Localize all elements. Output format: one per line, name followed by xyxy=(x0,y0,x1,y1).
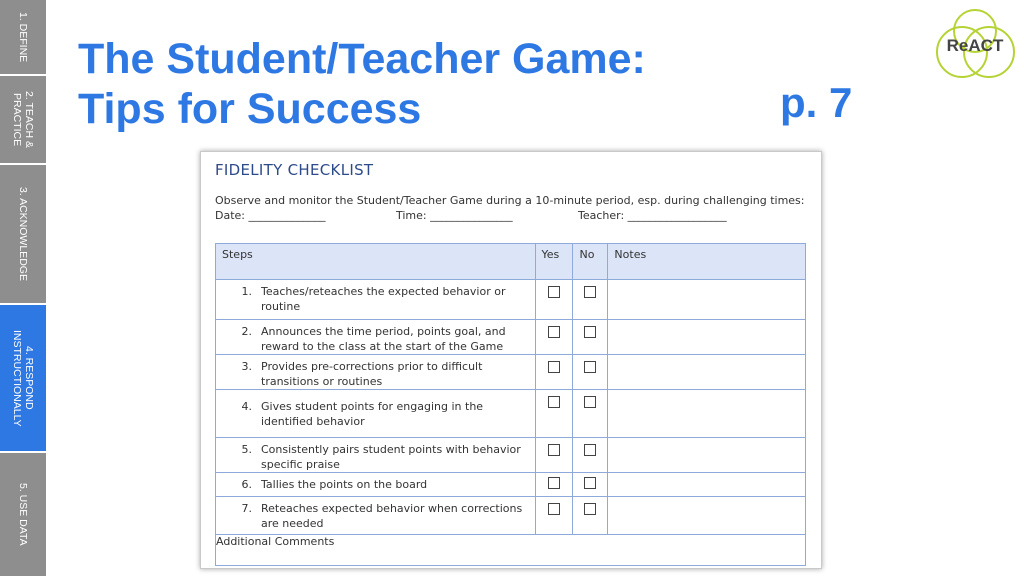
no-checkbox[interactable] xyxy=(584,503,596,515)
no-checkbox[interactable] xyxy=(584,444,596,456)
step-text: Gives student points for engaging in the identified behavior xyxy=(261,400,484,428)
step-number: 7. xyxy=(241,502,252,515)
nav-tab-acknowledge[interactable] xyxy=(0,165,46,305)
page-reference: p. 7 xyxy=(780,79,853,126)
no-checkbox[interactable] xyxy=(584,361,596,373)
yes-checkbox[interactable] xyxy=(548,503,560,515)
no-checkbox[interactable] xyxy=(584,326,596,338)
nav-tab-label: 5. USE DATA xyxy=(17,483,29,546)
step-text: Consistently pairs student points with behavior specific praise xyxy=(261,443,521,471)
step-number: 5. xyxy=(241,443,252,456)
yes-checkbox[interactable] xyxy=(548,477,560,489)
additional-comments-field[interactable] xyxy=(216,535,806,566)
nav-tab-teach-practice[interactable] xyxy=(0,76,46,165)
checklist-instructions: Observe and monitor the Student/Teacher Game during a 10-minute period, esp. during challenging times: xyxy=(215,194,805,207)
date-field: Date: ______________ xyxy=(215,209,326,222)
notes-cell[interactable] xyxy=(608,497,806,535)
notes-cell[interactable] xyxy=(608,390,806,438)
column-header-notes: Notes xyxy=(608,244,806,280)
step-text: Provides pre-corrections prior to difficult transitions or routines xyxy=(261,360,483,388)
table-row xyxy=(216,355,806,390)
react-logo xyxy=(934,8,1016,82)
additional-comments-label: Additional Comments xyxy=(216,535,335,548)
column-header-no: No xyxy=(573,244,608,280)
time-field: Time: _______________ xyxy=(396,209,513,222)
yes-checkbox[interactable] xyxy=(548,444,560,456)
step-text: Tallies the points on the board xyxy=(261,478,428,491)
notes-cell[interactable] xyxy=(608,280,806,320)
column-header-steps: Steps xyxy=(216,244,536,280)
notes-cell[interactable] xyxy=(608,320,806,355)
table-row xyxy=(216,438,806,473)
yes-checkbox[interactable] xyxy=(548,361,560,373)
step-number: 4. xyxy=(241,400,252,413)
checklist-table xyxy=(215,243,806,566)
fidelity-checklist-image xyxy=(200,151,822,569)
table-row xyxy=(216,497,806,535)
yes-checkbox[interactable] xyxy=(548,326,560,338)
notes-cell[interactable] xyxy=(608,473,806,497)
comments-row xyxy=(216,535,806,566)
nav-tab-use-data[interactable] xyxy=(0,453,46,576)
logo-text: ReACT xyxy=(946,36,1004,55)
teacher-field: Teacher: __________________ xyxy=(578,209,727,222)
step-text: Reteaches expected behavior when corrections are needed xyxy=(261,502,523,530)
step-text: Announces the time period, points goal, and reward to the class at the start of the Game xyxy=(261,325,506,353)
table-row xyxy=(216,280,806,320)
yes-checkbox[interactable] xyxy=(548,396,560,408)
nav-tab-label: 2. TEACH & PRACTICE xyxy=(11,91,35,148)
table-row xyxy=(216,320,806,355)
step-text: Teaches/reteaches the expected behavior or routine xyxy=(261,285,506,313)
slide-title-line2: Tips for Success xyxy=(78,85,422,133)
step-number: 6. xyxy=(241,478,252,491)
step-number: 2. xyxy=(241,325,252,338)
nav-tab-define[interactable] xyxy=(0,0,46,76)
notes-cell[interactable] xyxy=(608,355,806,390)
nav-tab-label: 4. RESPOND INSTRUCTIONALLY xyxy=(11,329,35,427)
checklist-title: FIDELITY CHECKLIST xyxy=(215,161,374,179)
column-header-yes: Yes xyxy=(535,244,573,280)
slide-title xyxy=(78,34,646,134)
step-number: 1. xyxy=(241,285,252,298)
nav-tab-label: 1. DEFINE xyxy=(17,11,29,63)
notes-cell[interactable] xyxy=(608,438,806,473)
yes-checkbox[interactable] xyxy=(548,286,560,298)
nav-tab-respond-instructionally[interactable] xyxy=(0,305,46,453)
no-checkbox[interactable] xyxy=(584,286,596,298)
no-checkbox[interactable] xyxy=(584,477,596,489)
table-row xyxy=(216,473,806,497)
slide-title-line1: The Student/Teacher Game: xyxy=(78,35,646,83)
table-row xyxy=(216,390,806,438)
table-header-row xyxy=(216,244,806,280)
no-checkbox[interactable] xyxy=(584,396,596,408)
nav-tab-label: 3. ACKNOWLEDGE xyxy=(17,187,29,281)
section-nav xyxy=(0,0,46,576)
step-number: 3. xyxy=(241,360,252,373)
